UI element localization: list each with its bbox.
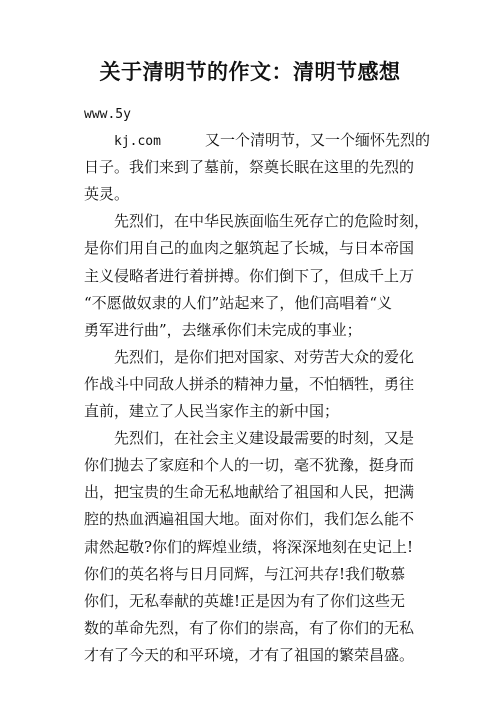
text-line: 先烈们，在社会主义建设最需要的时刻，又是 — [114, 429, 415, 448]
text-line: 你们，无私奉献的英雄!正是因为有了你们这些无 — [84, 591, 406, 610]
url-fragment: kj.com — [114, 134, 161, 150]
text-line: 作战斗中同敌人拼杀的精神力量，不怕牺牲，勇往 — [84, 374, 415, 393]
text-line: 先烈们，是你们把对国家、对劳苦大众的爱化 — [114, 347, 415, 366]
text-line: 你们的英名将与日月同辉，与江河共存!我们敬慕 — [84, 564, 406, 583]
text-line: 出，把宝贵的生命无私地献给了祖国和人民，把满 — [84, 483, 415, 502]
text-line: “不愿做奴隶的人们”站起来了，他们高唱着“义 — [84, 293, 393, 312]
text-line: 你们抛去了家庭和个人的一切，毫不犹豫，挺身而 — [84, 456, 415, 475]
text-line — [84, 100, 444, 127]
text-line — [84, 127, 444, 154]
text-line: 勇军进行曲”，去继承你们未完成的事业； — [84, 320, 362, 339]
text-line: 英灵。 — [84, 185, 130, 204]
text-line: 直前，建立了人民当家作主的新中国； — [84, 402, 340, 421]
text-line: 数的革命先烈，有了你们的崇高，有了你们的无私 — [84, 618, 415, 637]
text-line: 才有了今天的和平环境，才有了祖国的繁荣昌盛。 — [84, 645, 415, 664]
text-line: 是你们用自己的血肉之躯筑起了长城，与日本帝国 — [84, 239, 415, 258]
url-fragment: www.5y — [84, 107, 131, 122]
text-line: 主义侵略者进行着拼搏。你们倒下了，但成千上万 — [84, 266, 415, 285]
text-line: 先烈们，在中华民族面临生死存亡的危险时刻， — [114, 212, 430, 231]
document-title: 关于清明节的作文：清明节感想 — [99, 59, 401, 84]
text-line: 腔的热血洒遍祖国大地。面对你们，我们怎么能不 — [84, 510, 415, 529]
paragraph-text: 又一个清明节，又一个缅怀先烈的 — [204, 131, 430, 150]
text-line: 日子。我们来到了墓前，祭奠长眠在这里的先烈的 — [84, 158, 415, 177]
document-body — [84, 100, 444, 669]
text-line: 肃然起敬?你们的辉煌业绩，将深深地刻在史记上! — [84, 537, 414, 556]
